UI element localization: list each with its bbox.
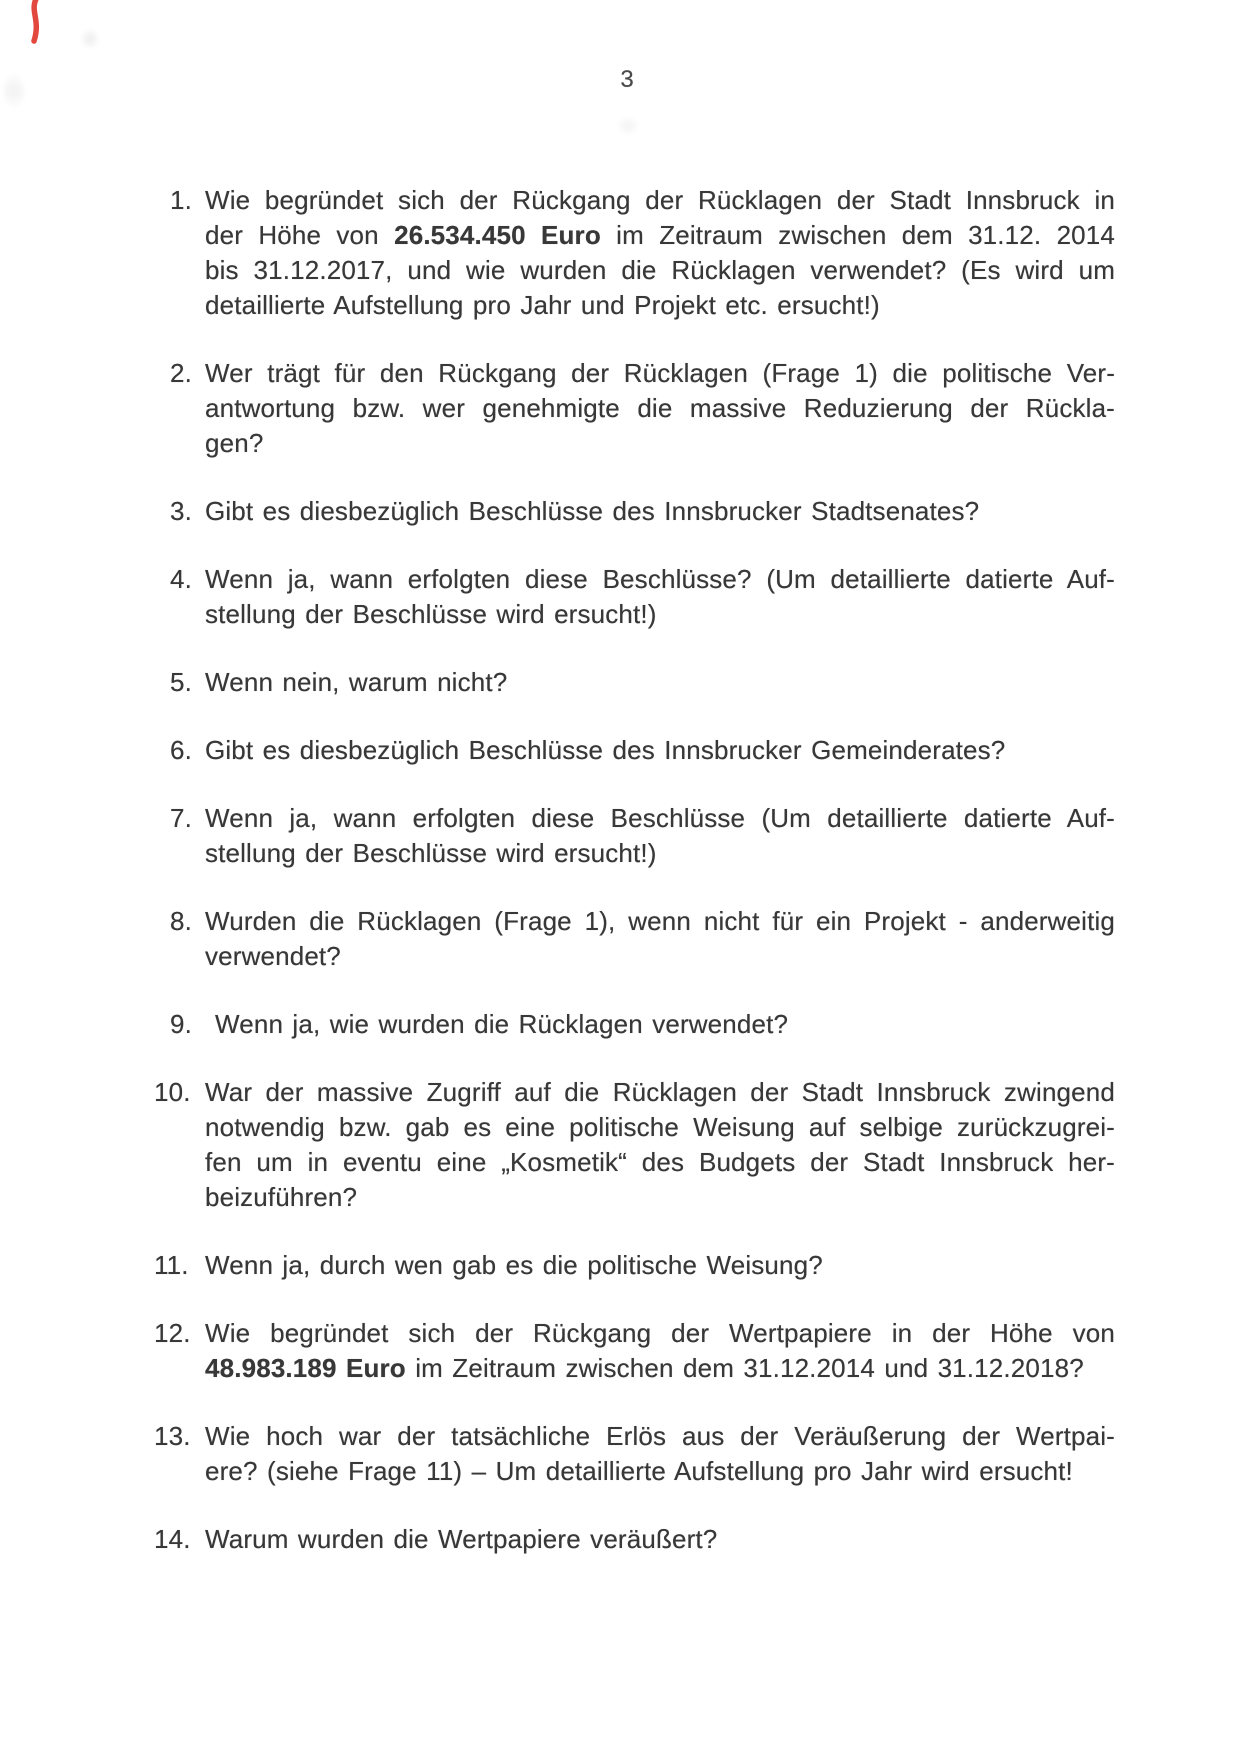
question-text xyxy=(205,1316,1115,1386)
text-segment: detaillierte Aufstellung pro Jahr und Projekt etc. ersucht!) xyxy=(205,290,880,320)
question-line xyxy=(205,1248,1115,1283)
question-text xyxy=(205,1007,1125,1042)
question-number: 2. xyxy=(170,358,192,388)
question-item xyxy=(150,1419,1115,1489)
text-segment: Wie hoch war der tatsächliche Erlös aus der Veräußerung der Wertpai- xyxy=(205,1421,1115,1451)
question-line xyxy=(205,1316,1115,1351)
text-segment: Wenn ja, wann erfolgten diese Beschlüsse (Um detaillierte datierte Auf- xyxy=(205,803,1115,833)
question-text xyxy=(205,183,1115,323)
question-text xyxy=(205,904,1115,974)
text-segment: stellung der Beschlüsse wird ersucht!) xyxy=(205,838,657,868)
question-item xyxy=(150,733,1115,768)
question-item xyxy=(150,183,1115,323)
question-line xyxy=(205,1075,1115,1110)
question-item xyxy=(150,1007,1115,1042)
red-pen-mark xyxy=(24,0,54,48)
question-line xyxy=(215,1007,1125,1042)
text-segment: Wie begründet sich der Rückgang der Wertpapiere in der Höhe von xyxy=(205,1318,1115,1348)
question-text xyxy=(205,1248,1115,1283)
question-text xyxy=(205,665,1115,700)
question-line xyxy=(205,1180,1115,1215)
text-segment: im Zeitraum zwischen dem 31.12.2014 und 31.12.2018? xyxy=(405,1353,1084,1383)
scan-smudge xyxy=(82,30,98,48)
text-segment: beizuführen? xyxy=(205,1182,358,1212)
question-item xyxy=(150,1316,1115,1386)
question-item xyxy=(150,1248,1115,1283)
question-text xyxy=(205,1075,1115,1215)
question-number: 6. xyxy=(170,735,192,765)
text-segment: der Höhe von xyxy=(205,220,395,250)
question-line xyxy=(205,562,1115,597)
question-number: 8. xyxy=(170,906,192,936)
question-line xyxy=(205,391,1115,426)
text-segment: Wenn nein, warum nicht? xyxy=(205,667,508,697)
question-line xyxy=(205,665,1115,700)
question-item xyxy=(150,904,1115,974)
question-text xyxy=(205,494,1115,529)
text-segment: War der massive Zugriff auf die Rücklagen der Stadt Innsbruck zwingend xyxy=(205,1077,1115,1107)
question-line xyxy=(205,733,1115,768)
question-line xyxy=(205,1351,1115,1386)
text-segment: Wer trägt für den Rückgang der Rücklagen (Frage 1) die politische Ver- xyxy=(205,358,1115,388)
text-segment: antwortung bzw. wer genehmigte die massive Reduzierung der Rückla- xyxy=(205,393,1115,423)
text-segment: Wenn ja, wann erfolgten diese Beschlüsse? (Um detaillierte datierte Auf- xyxy=(205,564,1115,594)
question-line xyxy=(205,218,1115,253)
text-segment: ere? (siehe Frage 11) – Um detaillierte Aufstellung pro Jahr wird ersucht! xyxy=(205,1456,1073,1486)
question-line xyxy=(205,1419,1115,1454)
question-line xyxy=(205,836,1115,871)
amount-bold: 48.983.189 Euro xyxy=(205,1353,406,1383)
question-number: 14. xyxy=(154,1524,191,1554)
question-line xyxy=(205,939,1115,974)
question-line xyxy=(205,253,1115,288)
text-segment: Wie begründet sich der Rückgang der Rücklagen der Stadt Innsbruck in xyxy=(205,185,1115,215)
question-number: 3. xyxy=(170,496,192,526)
text-segment: im Zeitraum zwischen dem 31.12. 2014 xyxy=(600,220,1116,250)
question-text xyxy=(205,562,1115,632)
page-number: 3 xyxy=(620,66,634,93)
question-text xyxy=(205,1419,1115,1489)
question-line xyxy=(205,288,1115,323)
text-segment: verwendet? xyxy=(205,941,341,971)
text-segment: notwendig bzw. gab es eine politische Weisung auf selbige zurückzugrei- xyxy=(205,1112,1115,1142)
question-item xyxy=(150,1522,1115,1557)
amount-bold: 26.534.450 Euro xyxy=(394,220,601,250)
question-line xyxy=(205,904,1115,939)
text-segment: Wenn ja, wie wurden die Rücklagen verwendet? xyxy=(215,1009,789,1039)
question-number: 1. xyxy=(170,185,192,215)
text-segment: bis 31.12.2017, und wie wurden die Rücklagen verwendet? (Es wird um xyxy=(205,255,1115,285)
question-line xyxy=(205,801,1115,836)
questions-list xyxy=(150,183,1115,1590)
text-segment: gen? xyxy=(205,428,264,458)
question-text xyxy=(205,801,1115,871)
text-segment: fen um in eventu eine „Kosmetik“ des Budgets der Stadt Innsbruck her- xyxy=(205,1147,1115,1177)
question-number: 5. xyxy=(170,667,192,697)
question-item xyxy=(150,356,1115,461)
question-line xyxy=(205,183,1115,218)
question-number: 7. xyxy=(170,803,192,833)
question-item xyxy=(150,801,1115,871)
question-number: 9. xyxy=(170,1009,192,1039)
scan-smudge xyxy=(618,118,638,134)
question-number: 12. xyxy=(154,1318,191,1348)
question-text xyxy=(205,1522,1115,1557)
question-line xyxy=(205,1522,1115,1557)
question-number: 11. xyxy=(154,1250,189,1280)
question-line xyxy=(205,597,1115,632)
question-number: 13. xyxy=(154,1421,191,1451)
question-number: 4. xyxy=(170,564,192,594)
text-segment: Gibt es diesbezüglich Beschlüsse des Innsbrucker Gemeinderates? xyxy=(205,735,1006,765)
text-segment: Warum wurden die Wertpapiere veräußert? xyxy=(205,1524,718,1554)
text-segment: Wenn ja, durch wen gab es die politische Weisung? xyxy=(205,1250,823,1280)
question-line xyxy=(205,356,1115,391)
text-segment: stellung der Beschlüsse wird ersucht!) xyxy=(205,599,657,629)
question-number: 10. xyxy=(154,1077,191,1107)
question-item xyxy=(150,665,1115,700)
question-text xyxy=(205,733,1115,768)
question-line xyxy=(205,426,1115,461)
question-text xyxy=(205,356,1115,461)
question-line xyxy=(205,1110,1115,1145)
question-line xyxy=(205,494,1115,529)
question-item xyxy=(150,562,1115,632)
question-item xyxy=(150,1075,1115,1215)
question-line xyxy=(205,1454,1115,1489)
question-item xyxy=(150,494,1115,529)
question-line xyxy=(205,1145,1115,1180)
text-segment: Gibt es diesbezüglich Beschlüsse des Innsbrucker Stadtsenates? xyxy=(205,496,980,526)
text-segment: Wurden die Rücklagen (Frage 1), wenn nicht für ein Projekt - anderweitig xyxy=(205,906,1115,936)
